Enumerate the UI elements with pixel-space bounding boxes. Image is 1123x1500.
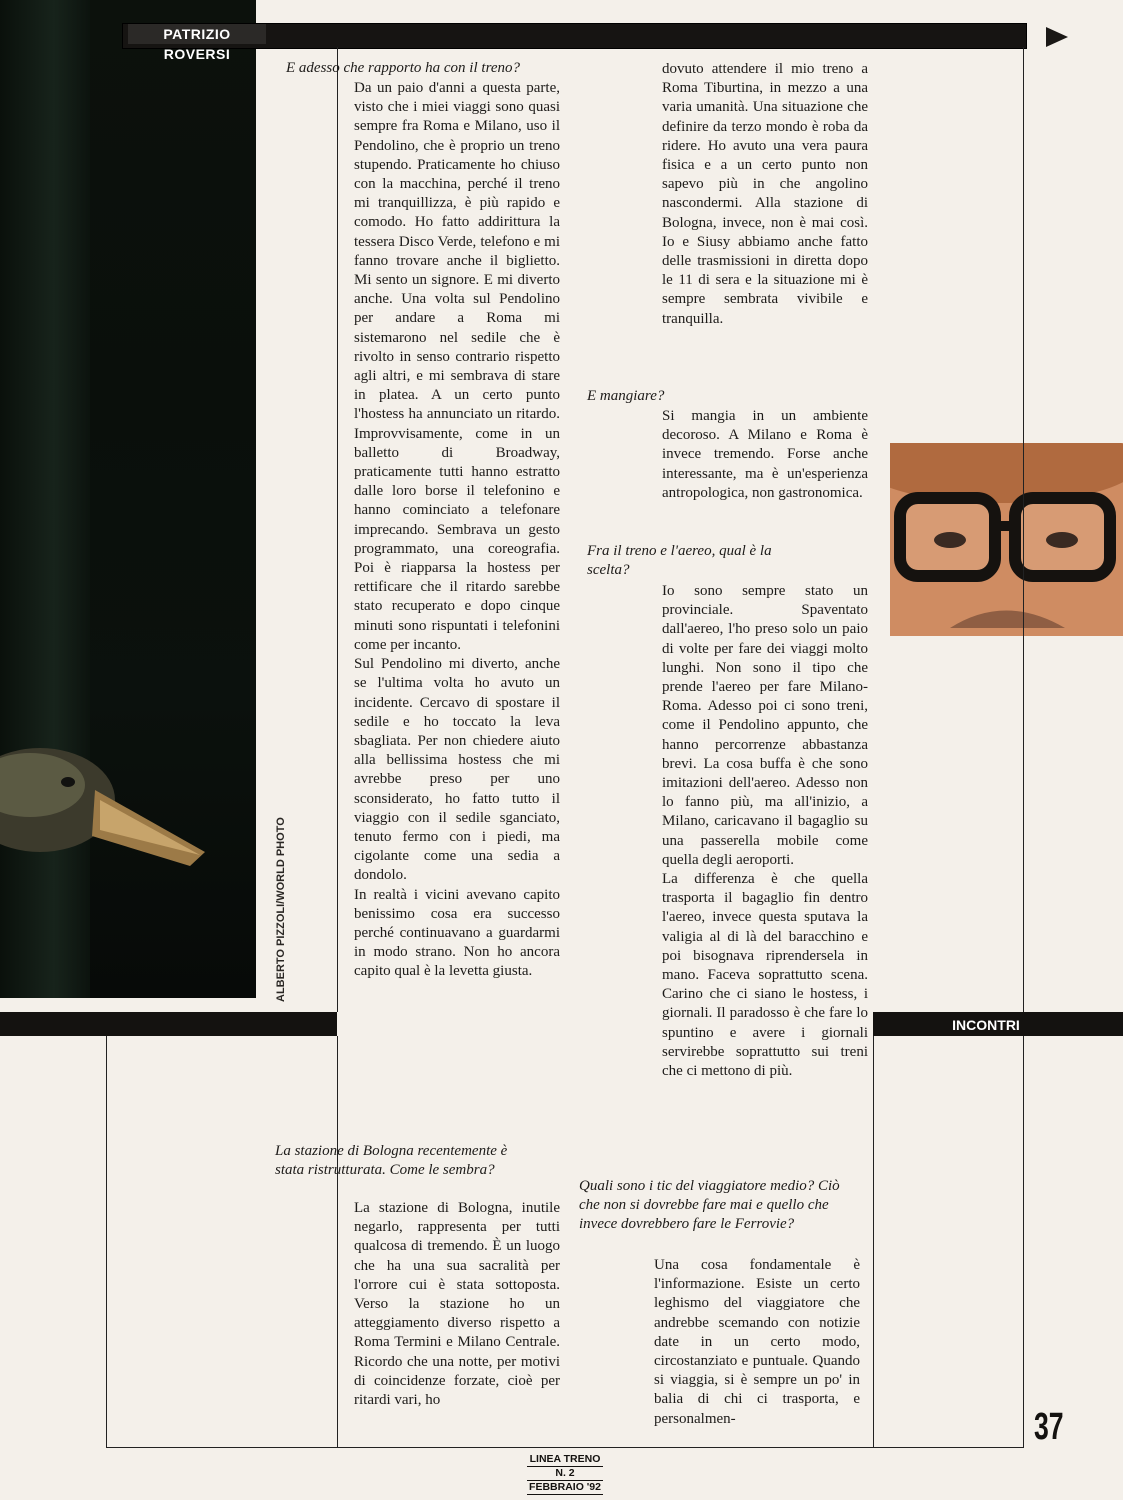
frame-rule-bottom-left (106, 1036, 107, 1447)
footer-issue: N. 2 (527, 1467, 603, 1481)
column-rule-left (337, 47, 338, 1447)
answer-2-paragraph: La stazione di Bologna, inutile negarlo, rappresenta per tutti qualcosa di tremendo. È un luogo che ha una sua sacralità per l'orrore cui è stata sottoposta. Verso la stazione ho un atteggiamento diverso rispetto a Roma Termini e Milano Centrale. Ricordo che una notte, per motivi di coincidenze forzate, cioè per ritardi vari, ho (354, 1200, 560, 1409)
answer-2-paragraph: dovuto attendere il mio treno a Roma Tiburtina, in mezzo a una varia umanità. Una situazione che definire da terzo mondo è roba da ridere. Ho avuto una vera paura fisica e a un certo punto non sapevo più in che angolino nascondermi. Alla stazione di Bologna, invece, non è mai così. Io e Siusy abbiamo anche fatto delle trasmissioni in diretta dopo le 11 di sera e la situazione mi è sempre sembrata vivibile e tranquilla. (662, 61, 868, 327)
answer-1-paragraph: Sul Pendolino mi diverto, anche se l'ultima volta ho avuto un incidente. Cercavo di spostare il sedile e ho toccato la leva sbagliata. Per non chiedere aiuto alla bellissima hostess che mi avrebbe preso per uno sconsiderato, ho fatto tutto il viaggio con il sedile sganciato, tenuto fermo con i piedi, ma cigolante come una sedia a dondolo. (354, 656, 560, 884)
answer-4-paragraph: Io sono sempre stato un provinciale. Spaventato dall'aereo, l'ho preso solo un paio di volte per fare dei viaggi molto lunghi. Non sono il tipo che prende l'aereo per fare Milano-Roma. Adesso poi ci sono treni, come il Pendolino appunto, che hanno percorrenze abbastanza brevi. La cosa buffa è che sono imitazioni dell'aereo. Adesso non lo fanno più, ma all'inizio, a Milano, caricavano il bagaglio su una passerella mobile come quella degli aeroporti. (662, 583, 868, 868)
section-label: INCONTRI (952, 1017, 1020, 1033)
answer-2-col2 (662, 60, 868, 329)
answer-4-paragraph: La differenza è che quella trasporta il bagaglio fin dentro l'aereo, invece questa sputava la valigia al di là del baracchino e poi bisognava riprendersela in mano. Faceva soprattutto scena. Carino che ci siano le hostess, i giornali. Il paradosso è che fare lo spuntino e avere i giornali servirebbe soprattutto sui treni che ci mettono di più. (662, 871, 868, 1080)
photo-credit: ALBERTO PIZZOLI/WORLD PHOTO (275, 817, 287, 1002)
portrait-photo (890, 443, 1123, 636)
footer-masthead (527, 1453, 603, 1495)
column-rule-right (873, 1036, 874, 1447)
page-number: 37 (1034, 1406, 1064, 1448)
answer-3 (662, 407, 868, 503)
answer-5 (654, 1256, 860, 1429)
answer-4 (662, 582, 868, 1081)
frame-rule-bottom (106, 1447, 1024, 1448)
answer-5-paragraph: Una cosa fondamentale è l'informazione. Esiste un certo leghismo del viaggiatore che andrebbe scemando con notizie date in un certo modo, circostanziato e puntuale. Quando si viaggia, si è sempre un po' in balia di chi ci trasporta, e personalmen- (654, 1257, 860, 1427)
author-header: PATRIZIO ROVERSI (128, 24, 266, 44)
answer-2-col1 (354, 1199, 560, 1410)
portrait-face-image (890, 443, 1123, 636)
answer-1 (354, 79, 560, 982)
next-page-arrow-icon (1046, 27, 1068, 47)
question-5: Quali sono i tic del viaggiatore medio? Ciò che non si dovrebbe fare mai e quello che invece dovrebbero fare le Ferrovie? (579, 1178, 840, 1233)
question-4: Fra il treno e l'aereo, qual è la scelta? (587, 543, 772, 579)
duck-photo (0, 0, 256, 998)
answer-1-paragraph: Da un paio d'anni a questa parte, visto che i miei viaggi sono quasi sempre fra Roma e Milano, uso il Pendolino, che è proprio un treno stupendo. Praticamente ho chiuso con la macchina, perché il treno mi tranquillizza, è più rapido e comodo. Ho fatto addirittura la tessera Disco Verde, telefono e mi fanno trovare anche il biglietto. Mi sento un signore. E mi diverto anche. Una volta sul Pendolino per andare a Roma mi sistemarono nel sedile che è rivolto in senso contrario rispetto agli altri, e mi sembrava di stare in platea. A un certo punto l'hostess ha annunciato un ritardo. Improvvisamente, come in un balletto di Broadway, praticamente tutti hanno estratto dalle loro borse il telefonino e hanno cominciato a telefonare imprecando. Sembrava un gesto programmato, una coreografia. Poi è riapparsa la hostess per rettificare che il ritardo sarebbe stato recuperato e dopo cinque minuti sono rispuntati i telefonini come per incanto. (354, 80, 560, 653)
footer-title: LINEA TRENO (527, 1453, 603, 1467)
answer-1-paragraph: In realtà i vicini avevano capito benissimo cosa era successo perché continuavano a guardarmi in modo strano. Non ho ancora capito qual è la levetta giusta. (354, 886, 560, 980)
question-3: E mangiare? (587, 388, 665, 404)
frame-rule-right (1023, 47, 1024, 1447)
duck-head-image (0, 0, 256, 998)
question-1: E adesso che rapporto ha con il treno? (286, 60, 521, 76)
answer-3-paragraph: Si mangia in un ambiente decoroso. A Milano e Roma è invece tremendo. Forse anche interessante, ma è un'esperienza antropologica, non gastronomica. (662, 408, 868, 501)
question-2: La stazione di Bologna recentemente è stata ristrutturata. Come le sembra? (275, 1143, 508, 1179)
footer-date: FEBBRAIO '92 (527, 1481, 603, 1495)
